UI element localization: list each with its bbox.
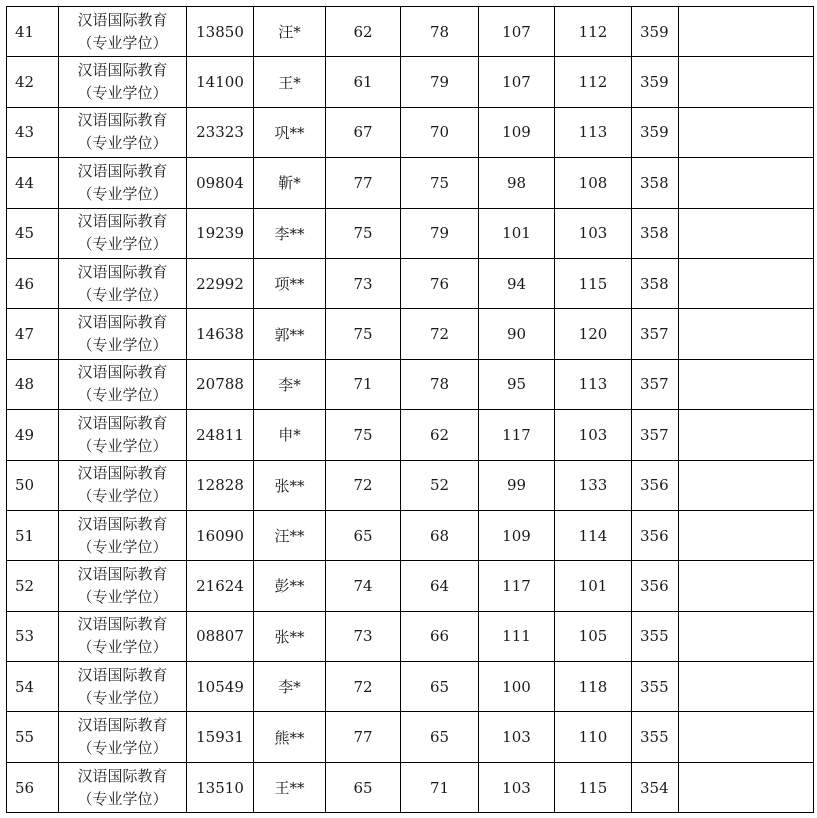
major-line-1: 汉语国际教育 [77, 716, 168, 735]
score4-cell: 103 [555, 410, 632, 460]
major-line-2: （专业学位） [77, 487, 168, 506]
candidate-id-cell: 23323 [187, 107, 254, 157]
major-line-2: （专业学位） [77, 688, 168, 707]
major-cell [59, 762, 187, 812]
major-cell [59, 57, 187, 107]
score2-cell: 79 [401, 57, 479, 107]
major-line-2: （专业学位） [77, 235, 168, 254]
total-score-cell: 357 [632, 410, 679, 460]
score2-cell: 79 [401, 208, 479, 258]
rank-cell: 42 [7, 57, 59, 107]
score1-cell: 77 [326, 158, 401, 208]
major-line-2: （专业学位） [77, 184, 168, 203]
score4-cell: 110 [555, 712, 632, 762]
score3-cell: 109 [479, 107, 555, 157]
score4-cell: 120 [555, 309, 632, 359]
major-cell [59, 309, 187, 359]
major-line-1: 汉语国际教育 [77, 313, 168, 332]
score1-cell: 75 [326, 309, 401, 359]
major-cell [59, 359, 187, 409]
table-row [7, 7, 814, 57]
remarks-cell [679, 7, 814, 57]
rank-cell: 53 [7, 611, 59, 661]
score1-cell: 72 [326, 662, 401, 712]
score2-cell: 70 [401, 107, 479, 157]
table-row [7, 662, 814, 712]
major-line-2: （专业学位） [77, 789, 168, 808]
total-score-cell: 359 [632, 7, 679, 57]
candidate-id-cell: 14100 [187, 57, 254, 107]
score3-cell: 90 [479, 309, 555, 359]
major-line-2: （专业学位） [77, 336, 168, 355]
score1-cell: 65 [326, 510, 401, 560]
total-score-cell: 359 [632, 57, 679, 107]
score3-cell: 107 [479, 57, 555, 107]
rank-cell: 54 [7, 662, 59, 712]
table-row [7, 208, 814, 258]
rank-cell: 43 [7, 107, 59, 157]
candidate-name-cell: 王* [254, 57, 326, 107]
table-row [7, 158, 814, 208]
score2-cell: 64 [401, 561, 479, 611]
table-row [7, 258, 814, 308]
score2-cell: 65 [401, 712, 479, 762]
rank-cell: 55 [7, 712, 59, 762]
candidate-id-cell: 14638 [187, 309, 254, 359]
candidate-id-cell: 24811 [187, 410, 254, 460]
score3-cell: 107 [479, 7, 555, 57]
score1-cell: 61 [326, 57, 401, 107]
major-line-1: 汉语国际教育 [77, 61, 168, 80]
total-score-cell: 359 [632, 107, 679, 157]
score3-cell: 109 [479, 510, 555, 560]
score4-cell: 112 [555, 57, 632, 107]
score1-cell: 77 [326, 712, 401, 762]
score3-cell: 101 [479, 208, 555, 258]
table-row [7, 410, 814, 460]
major-line-1: 汉语国际教育 [77, 161, 168, 180]
major-line-1: 汉语国际教育 [77, 464, 168, 483]
score1-cell: 71 [326, 359, 401, 409]
candidate-id-cell: 09804 [187, 158, 254, 208]
candidate-name-cell: 熊** [254, 712, 326, 762]
major-cell [59, 611, 187, 661]
score1-cell: 73 [326, 611, 401, 661]
score2-cell: 66 [401, 611, 479, 661]
score3-cell: 100 [479, 662, 555, 712]
total-score-cell: 356 [632, 510, 679, 560]
remarks-cell [679, 258, 814, 308]
score2-cell: 62 [401, 410, 479, 460]
candidate-name-cell: 李* [254, 359, 326, 409]
remarks-cell [679, 762, 814, 812]
score4-cell: 114 [555, 510, 632, 560]
candidate-id-cell: 13510 [187, 762, 254, 812]
candidate-name-cell: 李* [254, 662, 326, 712]
score3-cell: 95 [479, 359, 555, 409]
candidate-name-cell: 李** [254, 208, 326, 258]
total-score-cell: 358 [632, 158, 679, 208]
rank-cell: 56 [7, 762, 59, 812]
score4-cell: 113 [555, 359, 632, 409]
score4-cell: 101 [555, 561, 632, 611]
major-line-2: （专业学位） [77, 739, 168, 758]
major-cell [59, 510, 187, 560]
major-line-2: （专业学位） [77, 537, 168, 556]
score1-cell: 67 [326, 107, 401, 157]
table-row [7, 309, 814, 359]
candidate-id-cell: 12828 [187, 460, 254, 510]
score1-cell: 74 [326, 561, 401, 611]
major-line-2: （专业学位） [77, 84, 168, 103]
rank-cell: 49 [7, 410, 59, 460]
score4-cell: 113 [555, 107, 632, 157]
score4-cell: 115 [555, 258, 632, 308]
score4-cell: 133 [555, 460, 632, 510]
major-cell [59, 662, 187, 712]
rank-cell: 46 [7, 258, 59, 308]
major-line-1: 汉语国际教育 [77, 615, 168, 634]
candidate-name-cell: 王** [254, 762, 326, 812]
remarks-cell [679, 57, 814, 107]
score1-cell: 62 [326, 7, 401, 57]
major-line-1: 汉语国际教育 [77, 10, 168, 29]
table-row [7, 359, 814, 409]
total-score-cell: 355 [632, 712, 679, 762]
score3-cell: 98 [479, 158, 555, 208]
table-row [7, 762, 814, 812]
major-cell [59, 107, 187, 157]
remarks-cell [679, 309, 814, 359]
score3-cell: 117 [479, 410, 555, 460]
remarks-cell [679, 712, 814, 762]
rank-cell: 47 [7, 309, 59, 359]
total-score-cell: 356 [632, 460, 679, 510]
major-cell [59, 561, 187, 611]
score2-cell: 78 [401, 7, 479, 57]
remarks-cell [679, 359, 814, 409]
major-cell [59, 258, 187, 308]
score4-cell: 103 [555, 208, 632, 258]
candidate-name-cell: 申* [254, 410, 326, 460]
admission-score-table [6, 6, 814, 813]
table-row [7, 460, 814, 510]
rank-cell: 45 [7, 208, 59, 258]
major-line-1: 汉语国际教育 [77, 514, 168, 533]
score1-cell: 65 [326, 762, 401, 812]
score4-cell: 112 [555, 7, 632, 57]
total-score-cell: 358 [632, 258, 679, 308]
candidate-id-cell: 21624 [187, 561, 254, 611]
rank-cell: 44 [7, 158, 59, 208]
rank-cell: 48 [7, 359, 59, 409]
score2-cell: 75 [401, 158, 479, 208]
table-row [7, 57, 814, 107]
major-line-1: 汉语国际教育 [77, 212, 168, 231]
table-body [7, 7, 814, 813]
major-cell [59, 410, 187, 460]
candidate-id-cell: 10549 [187, 662, 254, 712]
score1-cell: 72 [326, 460, 401, 510]
score3-cell: 94 [479, 258, 555, 308]
candidate-name-cell: 张** [254, 460, 326, 510]
table-row [7, 712, 814, 762]
candidate-id-cell: 19239 [187, 208, 254, 258]
total-score-cell: 357 [632, 359, 679, 409]
rank-cell: 41 [7, 7, 59, 57]
candidate-id-cell: 15931 [187, 712, 254, 762]
table-row [7, 107, 814, 157]
remarks-cell [679, 460, 814, 510]
major-line-2: （专业学位） [77, 386, 168, 405]
total-score-cell: 356 [632, 561, 679, 611]
candidate-id-cell: 08807 [187, 611, 254, 661]
total-score-cell: 357 [632, 309, 679, 359]
candidate-name-cell: 郭** [254, 309, 326, 359]
candidate-name-cell: 汪* [254, 7, 326, 57]
major-line-2: （专业学位） [77, 436, 168, 455]
score1-cell: 75 [326, 410, 401, 460]
candidate-name-cell: 彭** [254, 561, 326, 611]
score1-cell: 75 [326, 208, 401, 258]
candidate-name-cell: 靳* [254, 158, 326, 208]
major-cell [59, 158, 187, 208]
score2-cell: 71 [401, 762, 479, 812]
candidate-id-cell: 16090 [187, 510, 254, 560]
candidate-id-cell: 13850 [187, 7, 254, 57]
major-line-1: 汉语国际教育 [77, 111, 168, 130]
score1-cell: 73 [326, 258, 401, 308]
total-score-cell: 358 [632, 208, 679, 258]
major-line-1: 汉语国际教育 [77, 564, 168, 583]
major-line-1: 汉语国际教育 [77, 363, 168, 382]
major-line-2: （专业学位） [77, 638, 168, 657]
score4-cell: 105 [555, 611, 632, 661]
table-row [7, 510, 814, 560]
remarks-cell [679, 158, 814, 208]
major-cell [59, 712, 187, 762]
rank-cell: 51 [7, 510, 59, 560]
score4-cell: 118 [555, 662, 632, 712]
candidate-name-cell: 巩** [254, 107, 326, 157]
candidate-name-cell: 汪** [254, 510, 326, 560]
score3-cell: 103 [479, 762, 555, 812]
major-line-1: 汉语国际教育 [77, 262, 168, 281]
major-cell [59, 7, 187, 57]
remarks-cell [679, 611, 814, 661]
score2-cell: 68 [401, 510, 479, 560]
score2-cell: 78 [401, 359, 479, 409]
remarks-cell [679, 107, 814, 157]
candidate-id-cell: 22992 [187, 258, 254, 308]
major-line-1: 汉语国际教育 [77, 766, 168, 785]
score3-cell: 99 [479, 460, 555, 510]
remarks-cell [679, 510, 814, 560]
major-line-2: （专业学位） [77, 285, 168, 304]
table-row [7, 561, 814, 611]
score3-cell: 111 [479, 611, 555, 661]
table-row [7, 611, 814, 661]
candidate-name-cell: 项** [254, 258, 326, 308]
score3-cell: 117 [479, 561, 555, 611]
score2-cell: 52 [401, 460, 479, 510]
candidate-id-cell: 20788 [187, 359, 254, 409]
major-line-1: 汉语国际教育 [77, 665, 168, 684]
major-cell [59, 208, 187, 258]
remarks-cell [679, 561, 814, 611]
score4-cell: 115 [555, 762, 632, 812]
score2-cell: 72 [401, 309, 479, 359]
major-line-2: （专业学位） [77, 134, 168, 153]
score3-cell: 103 [479, 712, 555, 762]
rank-cell: 50 [7, 460, 59, 510]
major-line-1: 汉语国际教育 [77, 413, 168, 432]
score2-cell: 76 [401, 258, 479, 308]
major-line-2: （专业学位） [77, 587, 168, 606]
total-score-cell: 355 [632, 662, 679, 712]
total-score-cell: 354 [632, 762, 679, 812]
rank-cell: 52 [7, 561, 59, 611]
score4-cell: 108 [555, 158, 632, 208]
total-score-cell: 355 [632, 611, 679, 661]
remarks-cell [679, 662, 814, 712]
major-line-2: （专业学位） [77, 33, 168, 52]
remarks-cell [679, 410, 814, 460]
score2-cell: 65 [401, 662, 479, 712]
major-cell [59, 460, 187, 510]
candidate-name-cell: 张** [254, 611, 326, 661]
remarks-cell [679, 208, 814, 258]
